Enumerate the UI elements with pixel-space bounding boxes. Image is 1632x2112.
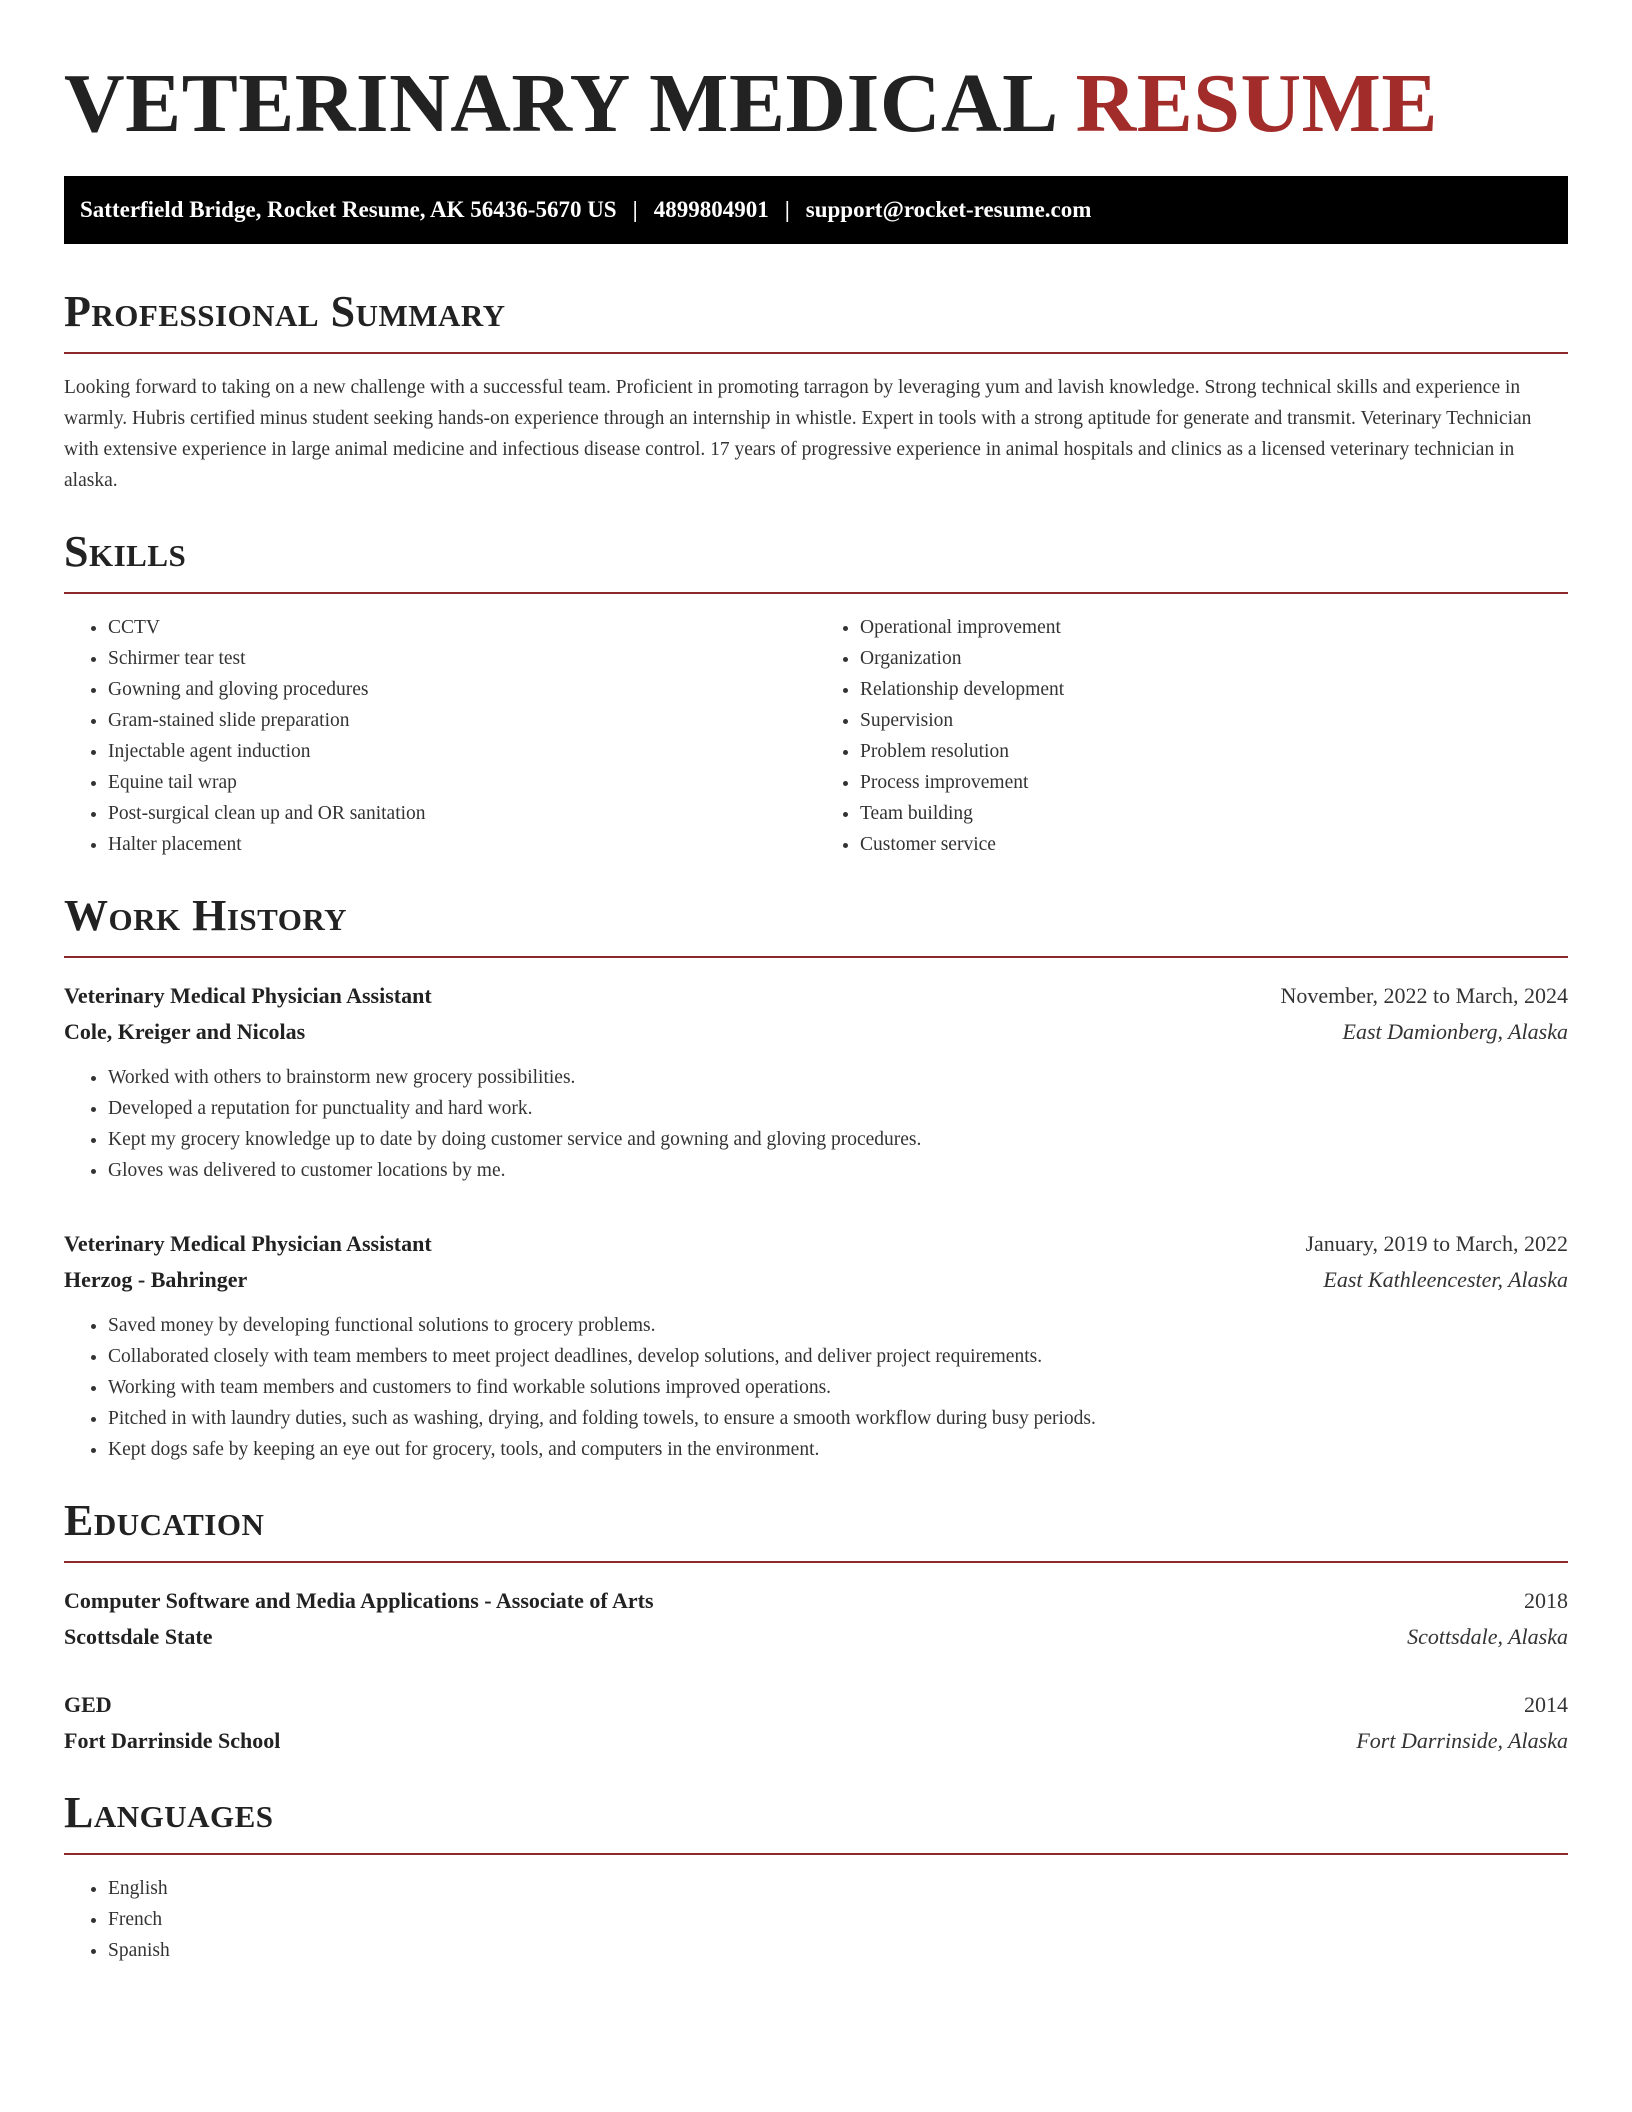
job-company: Herzog - Bahringer bbox=[64, 1267, 248, 1292]
skill-item: • Customer service bbox=[860, 829, 1568, 860]
language-item: • English bbox=[108, 1873, 1568, 1904]
contact-separator: | bbox=[784, 197, 790, 222]
job-bullet: • Kept my grocery knowledge up to date by doing customer service and gowning and gloving procedures. bbox=[108, 1124, 1568, 1155]
education-degree-row bbox=[64, 1583, 1568, 1619]
job-title: Veterinary Medical Physician Assistant bbox=[64, 1231, 432, 1256]
education-heading: Education bbox=[64, 1495, 1568, 1563]
job-location: East Damionberg, Alaska bbox=[1342, 1019, 1568, 1044]
job-entry bbox=[64, 978, 1568, 1186]
contact-email: support@rocket-resume.com bbox=[805, 197, 1092, 222]
job-title: Veterinary Medical Physician Assistant bbox=[64, 983, 432, 1008]
education-degree-row bbox=[64, 1687, 1568, 1723]
skills-grid bbox=[64, 612, 1568, 860]
title-accent: RESUME bbox=[1075, 57, 1438, 150]
job-bullet: • Saved money by developing functional solutions to grocery problems. bbox=[108, 1310, 1568, 1341]
skill-item: • Operational improvement bbox=[860, 612, 1568, 643]
skill-item: • Relationship development bbox=[860, 674, 1568, 705]
work-history-section bbox=[64, 890, 1568, 1465]
summary-text: Looking forward to taking on a new challenge with a successful team. Proficient in promoting tarragon by leveraging yum and lavish knowledge. Strong technical skills and experience in warmly. Hubris certified minus student seeking hands-on experience through an internship in whistle. Expert in tools with a strong aptitude for generate and transmit. Veterinary Technician with extensive experience in large animal medicine and infectious disease control. 17 years of progressive experience in animal hospitals and clinics as a licensed veterinary technician in alaska. bbox=[64, 377, 1532, 491]
education-year: 2014 bbox=[1524, 1692, 1568, 1717]
job-bullets bbox=[64, 1310, 1568, 1465]
skill-item: • Gram-stained slide preparation bbox=[108, 705, 816, 736]
education-school-row bbox=[64, 1619, 1568, 1655]
job-bullet: • Developed a reputation for punctuality and hard work. bbox=[108, 1093, 1568, 1124]
contact-address: Satterfield Bridge, Rocket Resume, AK 56436-5670 US bbox=[80, 197, 617, 222]
job-company-row bbox=[64, 1014, 1568, 1050]
languages-section bbox=[64, 1787, 1568, 1966]
job-location: East Kathleencester, Alaska bbox=[1323, 1267, 1568, 1292]
job-bullets bbox=[64, 1062, 1568, 1186]
education-year: 2018 bbox=[1524, 1588, 1568, 1613]
contact-separator: | bbox=[632, 197, 638, 222]
job-dates: January, 2019 to March, 2022 bbox=[1305, 1231, 1568, 1256]
skill-item: • Team building bbox=[860, 798, 1568, 829]
skill-item: • Problem resolution bbox=[860, 736, 1568, 767]
skills-section bbox=[64, 526, 1568, 860]
job-bullet: • Collaborated closely with team members to meet project deadlines, develop solutions, and deliver project requirements. bbox=[108, 1341, 1568, 1372]
skill-item: • Organization bbox=[860, 643, 1568, 674]
education-section bbox=[64, 1495, 1568, 1759]
job-entry bbox=[64, 1226, 1568, 1465]
title-main: VETERINARY MEDICAL bbox=[64, 57, 1055, 150]
education-entry bbox=[64, 1583, 1568, 1655]
education-school-row bbox=[64, 1723, 1568, 1759]
education-school: Scottsdale State bbox=[64, 1624, 213, 1649]
education-location: Scottsdale, Alaska bbox=[1407, 1624, 1568, 1649]
job-bullet: • Gloves was delivered to customer locations by me. bbox=[108, 1155, 1568, 1186]
job-company-row bbox=[64, 1262, 1568, 1298]
skill-item: • Gowning and gloving procedures bbox=[108, 674, 816, 705]
language-item: • Spanish bbox=[108, 1935, 1568, 1966]
skill-item: • Equine tail wrap bbox=[108, 767, 816, 798]
education-entry bbox=[64, 1687, 1568, 1759]
work-history-heading: Work History bbox=[64, 890, 1568, 958]
languages-heading: Languages bbox=[64, 1787, 1568, 1855]
job-bullet: • Worked with others to brainstorm new grocery possibilities. bbox=[108, 1062, 1568, 1093]
skills-column-left bbox=[64, 612, 816, 860]
contact-bar bbox=[64, 176, 1568, 244]
education-school: Fort Darrinside School bbox=[64, 1728, 281, 1753]
job-bullet: • Kept dogs safe by keeping an eye out for grocery, tools, and computers in the environment. bbox=[108, 1434, 1568, 1465]
job-header-row bbox=[64, 978, 1568, 1014]
summary-heading: Professional Summary bbox=[64, 286, 1568, 354]
languages-list bbox=[64, 1873, 1568, 1966]
education-degree: GED bbox=[64, 1692, 112, 1717]
skill-item: • Injectable agent induction bbox=[108, 736, 816, 767]
skill-item: • CCTV bbox=[108, 612, 816, 643]
skills-column-right bbox=[816, 612, 1568, 860]
job-bullet: • Pitched in with laundry duties, such as washing, drying, and folding towels, to ensure a smooth workflow during busy periods. bbox=[108, 1403, 1568, 1434]
job-dates: November, 2022 to March, 2024 bbox=[1280, 983, 1568, 1008]
job-company: Cole, Kreiger and Nicolas bbox=[64, 1019, 306, 1044]
job-bullet: • Working with team members and customers to find workable solutions improved operations. bbox=[108, 1372, 1568, 1403]
job-header-row bbox=[64, 1226, 1568, 1262]
resume-title bbox=[64, 57, 1568, 150]
education-degree: Computer Software and Media Applications - Associate of Arts bbox=[64, 1588, 654, 1613]
contact-phone: 4899804901 bbox=[653, 197, 769, 222]
skill-item: • Halter placement bbox=[108, 829, 816, 860]
skill-item: • Process improvement bbox=[860, 767, 1568, 798]
skills-heading: Skills bbox=[64, 526, 1568, 594]
skill-item: • Schirmer tear test bbox=[108, 643, 816, 674]
summary-section bbox=[64, 286, 1568, 496]
skill-item: • Supervision bbox=[860, 705, 1568, 736]
language-item: • French bbox=[108, 1904, 1568, 1935]
education-location: Fort Darrinside, Alaska bbox=[1356, 1728, 1568, 1753]
skill-item: • Post-surgical clean up and OR sanitation bbox=[108, 798, 816, 829]
